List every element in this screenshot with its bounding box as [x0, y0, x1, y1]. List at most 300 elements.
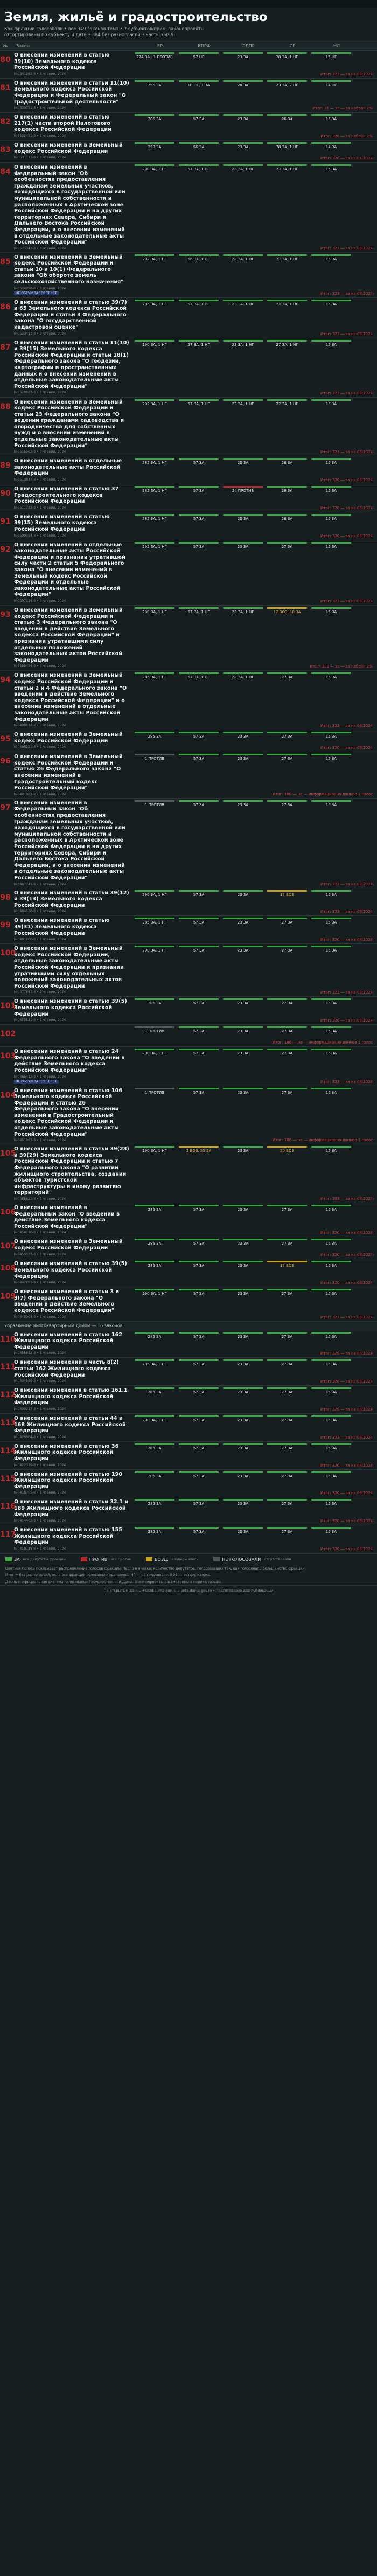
law-title[interactable]: О внесении изменений в Федеральный закон "О введении в действие Земельного кодекса Российской Федерации" [14, 1205, 120, 1230]
vote-count: 57 ЗА [193, 1418, 205, 1422]
law-title[interactable]: О внесении изменений в Земельный кодекс Российской Федерации [14, 732, 123, 744]
vote-result: Итог: 320 — за на 08.2024 [320, 1546, 373, 1551]
vote-bar [267, 1261, 307, 1262]
vote-count: 15 ЗА [325, 756, 337, 761]
vote-count: 23 ЗА, 1 НГ [232, 675, 254, 680]
row-number: 102 [0, 1030, 16, 1039]
vote-cell [177, 1289, 221, 1319]
law-title[interactable]: О внесении изменений в статьи 44 и 168 Жилищного кодекса Российской Федерации [14, 1415, 126, 1434]
vote-count: 290 ЗА, 1 НГ [142, 1418, 167, 1422]
vote-count: 15 ЗА [325, 256, 337, 261]
vote-bar [135, 300, 174, 301]
vote-count: 15 ЗА [325, 1207, 337, 1212]
vote-cell [309, 542, 353, 603]
row-number: 87 [0, 343, 11, 352]
vote-count: 15 ЗА [325, 489, 337, 494]
vote-count: 27 ЗА [281, 1446, 293, 1450]
vote-count: 27 ЗА [281, 802, 293, 807]
vote-cell [221, 300, 265, 336]
vote-bar [267, 1088, 307, 1089]
vote-bar [223, 1261, 263, 1262]
law-list-housing [0, 1330, 377, 1553]
table-row [0, 1497, 377, 1525]
vote-count: 57 ЗА [193, 1474, 205, 1478]
law-cell [11, 1359, 132, 1384]
vote-bar [179, 486, 219, 488]
vote-cells [132, 672, 377, 728]
vote-cells [132, 399, 377, 455]
law-title[interactable]: О внесении изменений в Земельный кодекс Российской Федерации и статьи 23 Федерального закона "О ведении гражданами садоводства и огородничества для собственных нужд и о внесении изменений в отдельные законодательные акты Российской Федерации" [14, 399, 124, 449]
vote-count: 28 ЗА, 1 НГ [276, 144, 298, 149]
vote-cell [132, 1026, 177, 1045]
vote-cells [132, 542, 377, 603]
law-cell [11, 1239, 132, 1257]
vote-bar [135, 998, 174, 1000]
vote-cell [132, 998, 177, 1023]
vote-bar [311, 1205, 351, 1206]
vote-count: 285 ЗА [148, 1334, 162, 1339]
row-number: 112 [0, 1391, 16, 1400]
vote-bar [223, 1026, 263, 1028]
law-title[interactable]: О внесении изменений в статьи 11(10) Земельного кодекса Российской Федерации и Федеральный закон "О градостроительной деятельности" [14, 80, 129, 105]
law-cell [11, 998, 132, 1023]
vote-count: 57 ЗА, 1 НГ [187, 610, 210, 615]
vote-count: 15 ЗА [325, 1418, 337, 1422]
vote-bar [311, 1387, 351, 1389]
law-title[interactable]: О внесении изменений в часть 8(2) статьи 162 Жилищного кодекса Российской Федерации [14, 1359, 119, 1378]
law-meta: №0539751-8 • 1 чтение, 2024 [14, 106, 66, 110]
vote-count: 57 ЗА, 1 НГ [187, 166, 210, 171]
legend-vozd: ВОЗД. воздержались [146, 1557, 198, 1562]
vote-cell [221, 1443, 265, 1468]
law-title[interactable]: О внесении изменений в статьи 39(12) и 39(13) Земельного кодекса Российской Федерации [14, 890, 129, 908]
vote-count: 256 ЗА [148, 82, 162, 87]
vote-count: 15 НГ [325, 55, 337, 59]
law-title[interactable]: О внесении изменений в статью 217(1) части второй Налогового кодекса Российской Федерации [14, 114, 111, 133]
vote-result: Итог: 323 — за на 08.2024 [320, 450, 373, 455]
law-title[interactable]: О внесении изменений в статьи 11(10) и 39(15) Земельного кодекса Российской Федерации и статьи 18(1) Федерального закона "О геодезии, картографии и пространственных данных и о внесении изменений в отдельные законодательные акты Российской Федерации" [14, 339, 129, 390]
vote-cell [221, 486, 265, 510]
vote-bar [311, 300, 351, 301]
vote-bar [311, 1088, 351, 1089]
vote-count: 23 ЗА [237, 1502, 249, 1506]
table-row [0, 113, 377, 141]
vote-bar [223, 52, 263, 54]
law-meta: №0477661-8 • 2 чтение, 2024 [14, 990, 66, 995]
vote-count: 290 ЗА, 1 НГ [142, 166, 167, 171]
vote-bar [223, 1387, 263, 1389]
vote-cell [221, 754, 265, 796]
vote-count: 15 ЗА [325, 461, 337, 466]
vote-cell [265, 1146, 309, 1201]
vote-count: 15 ЗА [325, 1149, 337, 1154]
law-title[interactable]: О внесении изменений в статью 39(7) и 65 Земельного кодекса Российской Федерации и статьи 3 Федерального закона "О государственной кадастровой оценке" [14, 299, 127, 331]
table-row [0, 338, 377, 398]
vote-cell [265, 754, 309, 796]
law-meta: №0414402-8 • 1 чтение, 2024 [14, 1519, 66, 1523]
vote-bar [311, 1443, 351, 1445]
law-meta: №0509754-8 • 1 чтение, 2024 [14, 533, 66, 538]
vote-cell [221, 1261, 265, 1285]
vote-bar [267, 1527, 307, 1529]
vote-count: 285 ЗА, 1 НГ [142, 489, 167, 494]
vote-cell [177, 1261, 221, 1285]
vote-bar [267, 1443, 307, 1445]
vote-count: 56 ЗА, 1 НГ [187, 256, 210, 261]
legend [0, 1553, 377, 1565]
vote-result: Итог: 320 — за набран 2% [320, 134, 373, 138]
vote-cell [132, 80, 177, 110]
law-title[interactable]: О внесении изменений в статью 39(5) Земельного кодекса Российской Федерации [14, 1261, 127, 1280]
law-title[interactable]: О внесении изменения в статью 161.1 Жилищного кодекса Российской Федерации [14, 1387, 128, 1406]
vote-cell [265, 1359, 309, 1384]
vote-count: 57 ЗА [193, 802, 205, 807]
law-title[interactable]: О внесении изменений в статьи 39(28) и 39(29) Земельного кодекса Российской Федерации и статью 7 Федерального закона "О развитии жилищного строительства, создании объектов туристской инфраструктуры и иному развитию территорий" [14, 1146, 129, 1196]
vote-count: 15 ЗА [325, 401, 337, 406]
vote-bar [223, 607, 263, 609]
vote-bar [223, 164, 263, 166]
row-number: 115 [0, 1474, 16, 1483]
vote-cell [177, 1146, 221, 1201]
vote-bar [179, 114, 219, 116]
vote-bar [179, 1289, 219, 1290]
vote-cell [265, 514, 309, 538]
law-title[interactable]: О внесении изменений в отдельные законодательные акты Российской Федерации [14, 458, 122, 477]
vote-count: 15 ЗА [325, 1390, 337, 1395]
row-number: 90 [0, 489, 11, 498]
vote-result: Итог: 323 — за на 08.2024 [320, 331, 373, 336]
vote-bar [267, 890, 307, 892]
law-meta: №0461907-8 • 1 чтение, 2024 [14, 1138, 66, 1143]
vote-count: 285 ЗА [148, 1001, 162, 1006]
vote-count: 23 ЗА [237, 1292, 249, 1296]
vote-bar [223, 300, 263, 301]
vote-count: 285 ЗА, 1 НГ [142, 675, 167, 680]
vote-count: 57 ЗА [193, 1334, 205, 1339]
table-row [0, 1025, 377, 1047]
vote-cell [309, 607, 353, 669]
row-number: 99 [0, 921, 11, 930]
vote-bar [135, 1443, 174, 1445]
header-party-nl: НЛ [333, 43, 340, 48]
table-row [0, 163, 377, 253]
vote-bar [267, 52, 307, 54]
law-cell [11, 1088, 132, 1143]
vote-cell [221, 732, 265, 750]
vote-bar [179, 1527, 219, 1529]
vote-cell [265, 142, 309, 161]
vote-bar [311, 142, 351, 144]
vote-result: Итог: 320 — за на 08.2024 [320, 1491, 373, 1496]
row-number: 109 [0, 1292, 16, 1301]
vote-bar [267, 300, 307, 301]
vote-bar [135, 918, 174, 919]
vote-bar [267, 1049, 307, 1050]
vote-bar [135, 458, 174, 460]
vote-count: 28 ЗА, 1 НГ [276, 55, 298, 59]
vote-count: 27 ЗА [281, 1418, 293, 1422]
vote-cell [132, 1471, 177, 1496]
vote-cell [132, 754, 177, 796]
row-number: 110 [0, 1335, 16, 1344]
law-title[interactable]: О внесении изменений в статью 155 Жилищного кодекса Российской Федерации [14, 1527, 122, 1546]
row-number: 95 [0, 735, 11, 744]
vote-bar [135, 1146, 174, 1148]
vote-count: 23 ЗА [237, 1446, 249, 1450]
vote-count: 23 ЗА [237, 1001, 249, 1006]
vote-bar [135, 1415, 174, 1417]
vote-cell [132, 114, 177, 138]
vote-count: 57 ЗА [193, 1263, 205, 1268]
table-row [0, 997, 377, 1025]
law-cell [11, 1289, 132, 1319]
vote-cell [132, 800, 177, 886]
vote-count: 57 ЗА [193, 1390, 205, 1395]
vote-cell [221, 80, 265, 110]
row-number: 116 [0, 1502, 16, 1511]
vote-cell [309, 800, 353, 886]
law-title[interactable]: О внесении изменений в отдельные законодательные акты Российской Федерации и признании утратившей силу части 2 статьи 5 Федерального закона "О внесении изменений в Земельный кодекс Российской Федерации и отдельные законодательные акты Российской Федерации" [14, 541, 125, 598]
vote-cell [132, 1415, 177, 1440]
vote-bar [179, 542, 219, 544]
vote-bar [267, 672, 307, 674]
vote-count: 15 ЗА [325, 1362, 337, 1367]
vote-count: 27 ЗА [281, 1001, 293, 1006]
vote-count: 23 ЗА [237, 756, 249, 761]
vote-bar [179, 458, 219, 460]
vote-cell [265, 542, 309, 603]
law-title[interactable]: О внесении изменений в Земельный кодекс Российской Федерации и статьи 2 и 4 Федерального закона "О введении в действие Земельного кодекса Российской Федерации" и о внесении изменений в отдельные законодательные акты Российской Федерации [14, 672, 127, 723]
vote-bar [223, 1239, 263, 1240]
vote-cell [265, 1415, 309, 1440]
table-header [0, 41, 377, 51]
law-title[interactable]: О внесении изменений в статью 37 Градостроительного кодекса Российской Федерации [14, 486, 119, 505]
vote-bar [311, 458, 351, 460]
vote-bar [311, 164, 351, 166]
vote-bar [223, 800, 263, 802]
vote-cell [177, 300, 221, 336]
table-row [0, 1525, 377, 1553]
vote-count: 23 ЗА [237, 1090, 249, 1095]
vote-count: 23 ЗА [237, 1051, 249, 1056]
vote-cell [221, 890, 265, 914]
vote-result: Итог: 320 — за на 08.2024 [320, 1253, 373, 1258]
vote-count: 20 ВОЗ [280, 1149, 294, 1154]
vote-cell [177, 998, 221, 1023]
law-title[interactable]: О внесении изменений в статью 39(10) Земельного кодекса Российской Федерации [14, 52, 110, 71]
vote-bar [179, 1239, 219, 1240]
law-title[interactable]: О внесении изменений в Земельный кодекс Российской Федерации [14, 142, 123, 155]
vote-bar [179, 142, 219, 144]
law-cell [11, 918, 132, 942]
vote-cell [177, 1049, 221, 1084]
vote-bar [311, 399, 351, 401]
table-row [0, 540, 377, 606]
vote-count: 26 ЗА [281, 516, 293, 521]
vote-cell [177, 1471, 221, 1496]
header-num: № [3, 43, 8, 48]
vote-bar [267, 1332, 307, 1334]
law-meta: №0531113-8 • 3 чтение, 2024 [14, 156, 66, 160]
law-cell [11, 52, 132, 77]
vote-count: 274 ЗА · 1 ПРОТИВ [136, 55, 173, 59]
vote-count: 290 ЗА, 1 НГ [142, 1292, 167, 1296]
law-title[interactable]: О внесении изменений в статью 162 Жилищного кодекса Российской Федерации [14, 1331, 122, 1350]
vote-cell [177, 254, 221, 296]
vote-count: 290 ЗА, 1 НГ [142, 342, 167, 347]
vote-bar [267, 946, 307, 947]
vote-count: 27 ЗА, 1 НГ [276, 401, 298, 406]
law-title[interactable]: О внесении изменений в Земельный кодекс Российской Федерации и статьи 10 и 10(1) Федерального закона "Об обороте земель сельскохозяйственного назначения" [14, 254, 124, 286]
law-cell [11, 542, 132, 603]
vote-count: 56 ЗА [193, 144, 205, 149]
vote-cell [221, 164, 265, 251]
vote-count: 23 ЗА, 1 НГ [232, 401, 254, 406]
law-title[interactable]: О внесении изменений в статью 24 Федерального закона "О введении в действие Земельного кодекса Российской Федерации" [14, 1049, 125, 1073]
row-number: 105 [0, 1149, 16, 1158]
section-label: Управление многоквартирным домом — 16 законов [4, 1323, 123, 1328]
law-meta: №0434509-8 • 1 чтение, 2024 [14, 1379, 66, 1384]
row-number: 84 [0, 167, 11, 176]
vote-bar [267, 1239, 307, 1240]
law-title[interactable]: О внесении изменений в Федеральный закон "Об особенностях предоставления гражданам земельных участков, находящихся в государственной или муниципальной собственности и расположенных в Арктической зоне Российской Федерации и на других территориях Севера, Сибири и Дальнего Востока Российской Федерации, и о внесении изменений в отдельные законодательные акты Российской Федерации" [14, 164, 125, 246]
vote-cell [132, 1205, 177, 1235]
vote-cell [132, 732, 177, 750]
law-title[interactable]: О внесении изменений в Земельный кодекс Российской Федерации [14, 1239, 123, 1251]
law-title[interactable]: О внесении изменений в статью 106 Земельного кодекса Российской Федерации и статью 26 Федерального закона "О внесении изменений в Градостроительный кодекс Российской Федерации и отдельные законодательные акты Российской Федерации" [14, 1087, 122, 1137]
vote-result: Итог: 31 — за — за набран 2% [312, 106, 373, 111]
law-title[interactable]: О внесении изменений в статью 39(5) Земельного кодекса Российской Федерации [14, 998, 127, 1017]
vote-count: 23 ЗА, 1 НГ [232, 342, 254, 347]
vote-bar [179, 918, 219, 919]
vote-count: 57 ЗА [193, 1207, 205, 1212]
vote-cell [177, 1387, 221, 1412]
law-title[interactable]: О внесении изменений в Федеральный закон "Об особенностях предоставления гражданам земельных участков, находящихся в государственной или муниципальной собственности и расположенных в Арктической зоне Российской Федерации и на других территориях Севера, Сибири и Дальнего Востока Российской Федерации, и о внесении изменений в отдельные законодательные акты Российской Федерации" [14, 800, 125, 881]
vote-bar [311, 890, 351, 892]
vote-count: 14 НГ [325, 82, 337, 87]
row-number: 85 [0, 257, 11, 266]
vote-cells [132, 1088, 377, 1143]
law-meta: №0422319-8 • 1 чтение, 2024 [14, 1463, 66, 1467]
vote-cell [177, 340, 221, 395]
vote-bar [223, 732, 263, 733]
vote-count: 285 ЗА [148, 1530, 162, 1535]
vote-count: 27 ЗА [281, 1090, 293, 1095]
vote-cell [265, 164, 309, 251]
vote-bar [135, 1239, 174, 1240]
vote-count: 23 ЗА [237, 920, 249, 925]
vote-cell [265, 1387, 309, 1412]
vote-cell [309, 1146, 353, 1201]
vote-cell [221, 52, 265, 77]
vote-bar [267, 142, 307, 144]
vote-bar [223, 458, 263, 460]
law-title[interactable]: О внесении изменений в Земельный кодекс Российской Федерации и статью 3 Федерального закона "О введении в действие Земельного кодекса Российской Федерации" и признании утратившими силу отдельных положений законодательных актов Российской Федерации [14, 607, 123, 663]
vote-bar [267, 1387, 307, 1389]
vote-count: 15 ЗА [325, 1292, 337, 1296]
vote-bar [179, 1026, 219, 1028]
legend-swatch-za [5, 1557, 12, 1561]
law-title[interactable]: О внесении изменений в статьи 32.1 и 189 Жилищного кодекса Российской Федерации [14, 1499, 129, 1518]
vote-count: 15 ЗА [325, 948, 337, 953]
vote-count: 15 ЗА [325, 516, 337, 521]
vote-result: Итог: 323 — за на 08.2024 [320, 599, 373, 604]
law-title[interactable]: О внесении изменений в статьи 3 и 3(7) Федерального закона "О введении в действие Земельного кодекса Российской Федерации" [14, 1289, 120, 1314]
vote-bar [179, 1088, 219, 1089]
law-title[interactable]: О внесении изменений в Земельный кодекс Российской Федерации и статью 26 Федерального закона "О внесении изменений в Градостроительный кодекс Российской Федерации" [14, 754, 123, 791]
vote-count: 57 ЗА, 1 НГ [187, 302, 210, 307]
row-number: 94 [0, 676, 11, 685]
vote-result: Итог: 320 — за на 08.2024 [320, 1407, 373, 1412]
vote-result: Итог: 320 — за на 01.2024 [320, 156, 373, 161]
footnote-1: Цветная полоса показывает распределение голосов фракции. Число в ячейке: количество депутатов, голосовавших так, как голосовало большинство фракции. [5, 1566, 306, 1571]
vote-count: 15 ЗА [325, 920, 337, 925]
row-number: 86 [0, 302, 11, 311]
vote-cell [132, 1359, 177, 1384]
row-number: 117 [0, 1530, 16, 1539]
law-title[interactable]: О внесении изменений в статью 39(31) Земельного кодекса Российской Федерации [14, 918, 110, 936]
row-number: 100 [0, 949, 16, 958]
law-title[interactable]: О внесении изменений в статью 39(15) Земельного кодекса Российской Федерации [14, 513, 110, 533]
law-title[interactable]: О внесении изменений в статью 36 Жилищного кодекса Российской Федерации [14, 1443, 119, 1462]
vote-cell [309, 164, 353, 251]
vote-bar [311, 946, 351, 947]
row-number: 88 [0, 402, 11, 411]
vote-bar [179, 1332, 219, 1334]
law-cell [11, 672, 132, 728]
vote-count: 15 ЗА [325, 1334, 337, 1339]
header-party-sr: СР [289, 43, 296, 48]
table-row [0, 1330, 377, 1358]
vote-count: 23 ЗА [237, 1390, 249, 1395]
vote-count: 285 ЗА, 1 НГ [142, 461, 167, 466]
vote-count: 57 ЗА [193, 461, 205, 466]
law-meta: №0430217-8 • 1 чтение, 2024 [14, 1407, 66, 1411]
vote-bar [135, 114, 174, 116]
vote-bar [311, 1332, 351, 1334]
vote-cell [221, 607, 265, 669]
vote-count: 17 ВОЗ [280, 1263, 294, 1268]
vote-count: 24 ПРОТИВ [232, 489, 254, 494]
vote-count: 290 ЗА, 1 НГ [142, 610, 167, 615]
law-meta: №0443908-8 • 1 чтение, 2024 [14, 1315, 66, 1319]
vote-bar [223, 340, 263, 342]
vote-count: 23 ЗА [237, 1418, 249, 1422]
law-meta: №0491003-8 • 1 чтение, 2024 [14, 792, 66, 796]
vote-bar [267, 254, 307, 256]
top-bar [0, 0, 377, 8]
vote-cell [221, 1471, 265, 1496]
vote-cell [132, 1387, 177, 1412]
row-number: 89 [0, 461, 11, 470]
vote-count: 15 ЗА [325, 802, 337, 807]
vote-count: 27 ЗА, 1 НГ [276, 342, 298, 347]
vote-bar [311, 340, 351, 342]
vote-bar [135, 1527, 174, 1529]
table-row [0, 1047, 377, 1086]
law-title[interactable]: О внесении изменений в статью 190 Жилищного кодекса Российской Федерации [14, 1471, 122, 1490]
vote-bar [135, 672, 174, 674]
vote-cell [132, 542, 177, 603]
vote-bar [135, 1471, 174, 1473]
law-title[interactable]: О внесении изменений в Земельный кодекс Российской Федерации, отдельные законодательные акты Российской Федерации и признании утратившими силу отдельных положений законодательных актов Российской Федерации [14, 946, 124, 989]
vote-cell [265, 254, 309, 296]
table-row [0, 1086, 377, 1145]
vote-cell [265, 300, 309, 336]
vote-bar [223, 1499, 263, 1501]
law-meta: №0484520-8 • 1 чтение, 2024 [14, 909, 66, 914]
law-meta: №0458822-8 • 1 чтение, 2024 [14, 1197, 66, 1202]
